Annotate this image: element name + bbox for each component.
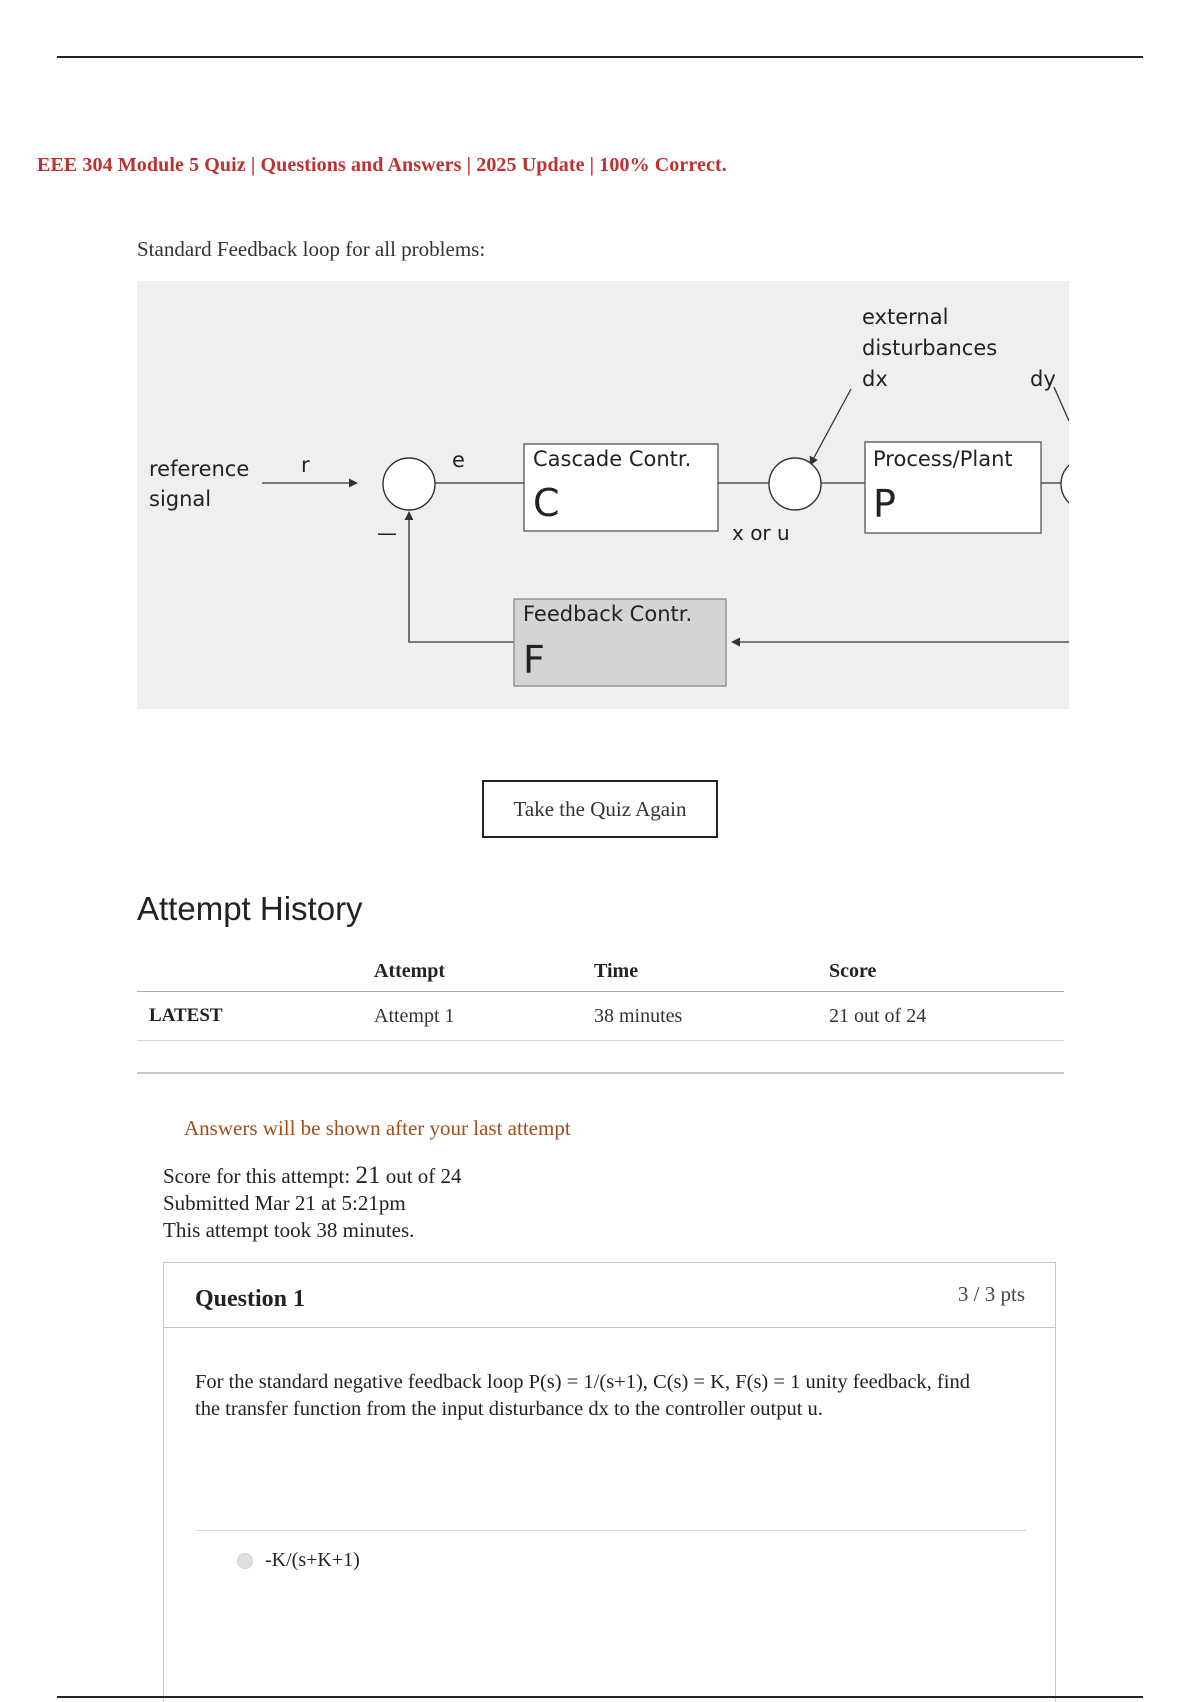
history-header-row [137, 951, 1064, 992]
top-rule [57, 56, 1143, 58]
radio-icon[interactable] [237, 1553, 253, 1569]
disturbances-label-line2: disturbances [862, 336, 998, 360]
plant-symbol: P [873, 482, 896, 526]
summing-junction-2 [769, 458, 821, 510]
diagram-canvas [137, 281, 1069, 709]
question-text: For the standard negative feedback loop P(s) = 1/(s+1), C(s) = K, F(s) = 1 unity feedback, find the transfer function from the input disturbance dx to the controller output u. [195, 1371, 970, 1420]
feedback-loop-diagram [137, 281, 1069, 709]
submitted-line: Submitted Mar 21 at 5:21pm [163, 1191, 406, 1215]
wire-disturbance-dy [1054, 387, 1069, 421]
column-header-time: Time [594, 951, 829, 992]
take-quiz-again-button[interactable]: Take the Quiz Again [482, 780, 718, 838]
disturbances-label-line1: external [862, 305, 949, 329]
time-cell: 38 minutes [594, 992, 829, 1041]
cascade-symbol: C [533, 481, 560, 525]
minus-sign: — [377, 521, 397, 545]
question-divider [195, 1530, 1026, 1531]
duration-line: This attempt took 38 minutes. [163, 1218, 415, 1242]
column-header-score: Score [829, 951, 1064, 992]
document-title: EEE 304 Module 5 Quiz | Questions and Answers | 2025 Update | 100% Correct. [37, 154, 727, 176]
plant-title: Process/Plant [873, 447, 1013, 471]
answers-note: Answers will be shown after your last attempt [184, 1116, 571, 1140]
dy-label: dy [1030, 367, 1056, 391]
question-header [164, 1263, 1055, 1328]
attempt-history-title: Attempt History [137, 890, 363, 927]
summing-junction-3 [1061, 458, 1069, 510]
score-cell: 21 out of 24 [829, 992, 1064, 1041]
attempt-history-table [137, 951, 1064, 1041]
table-row [137, 992, 1064, 1041]
latest-tag: LATEST [137, 992, 374, 1041]
answer-label: -K/(s+K+1) [265, 1549, 360, 1571]
feedback-symbol: F [523, 638, 545, 682]
score-prefix: Score for this attempt: [163, 1164, 356, 1188]
question-points: 3 / 3 pts [957, 1282, 1025, 1306]
answer-option[interactable] [237, 1549, 360, 1572]
summing-junction-1 [383, 458, 435, 510]
intro-text: Standard Feedback loop for all problems: [137, 237, 486, 261]
e-label: e [452, 448, 465, 472]
cascade-title: Cascade Contr. [533, 447, 692, 471]
r-label: r [301, 453, 310, 477]
reference-label-line1: reference [149, 457, 250, 481]
question-title: Question 1 [195, 1286, 306, 1312]
xu-label: x or u [732, 521, 790, 545]
column-header-attempt: Attempt [374, 951, 594, 992]
feedback-title: Feedback Contr. [523, 602, 693, 626]
wire-feedback-to-sum [409, 512, 514, 642]
question-card [163, 1262, 1056, 1702]
bottom-rule [57, 1696, 1143, 1698]
score-value: 21 [355, 1162, 381, 1189]
attempt-summary [163, 1162, 462, 1244]
score-suffix: out of 24 [380, 1164, 462, 1188]
section-divider [137, 1072, 1064, 1074]
attempt-link[interactable]: Attempt 1 [374, 1004, 455, 1027]
wire-disturbance-dx [810, 389, 851, 465]
attempt-cell [374, 992, 594, 1041]
dx-label: dx [862, 367, 888, 391]
score-line [163, 1162, 462, 1190]
reference-label-line2: signal [149, 487, 212, 511]
column-header-tag [137, 951, 374, 992]
